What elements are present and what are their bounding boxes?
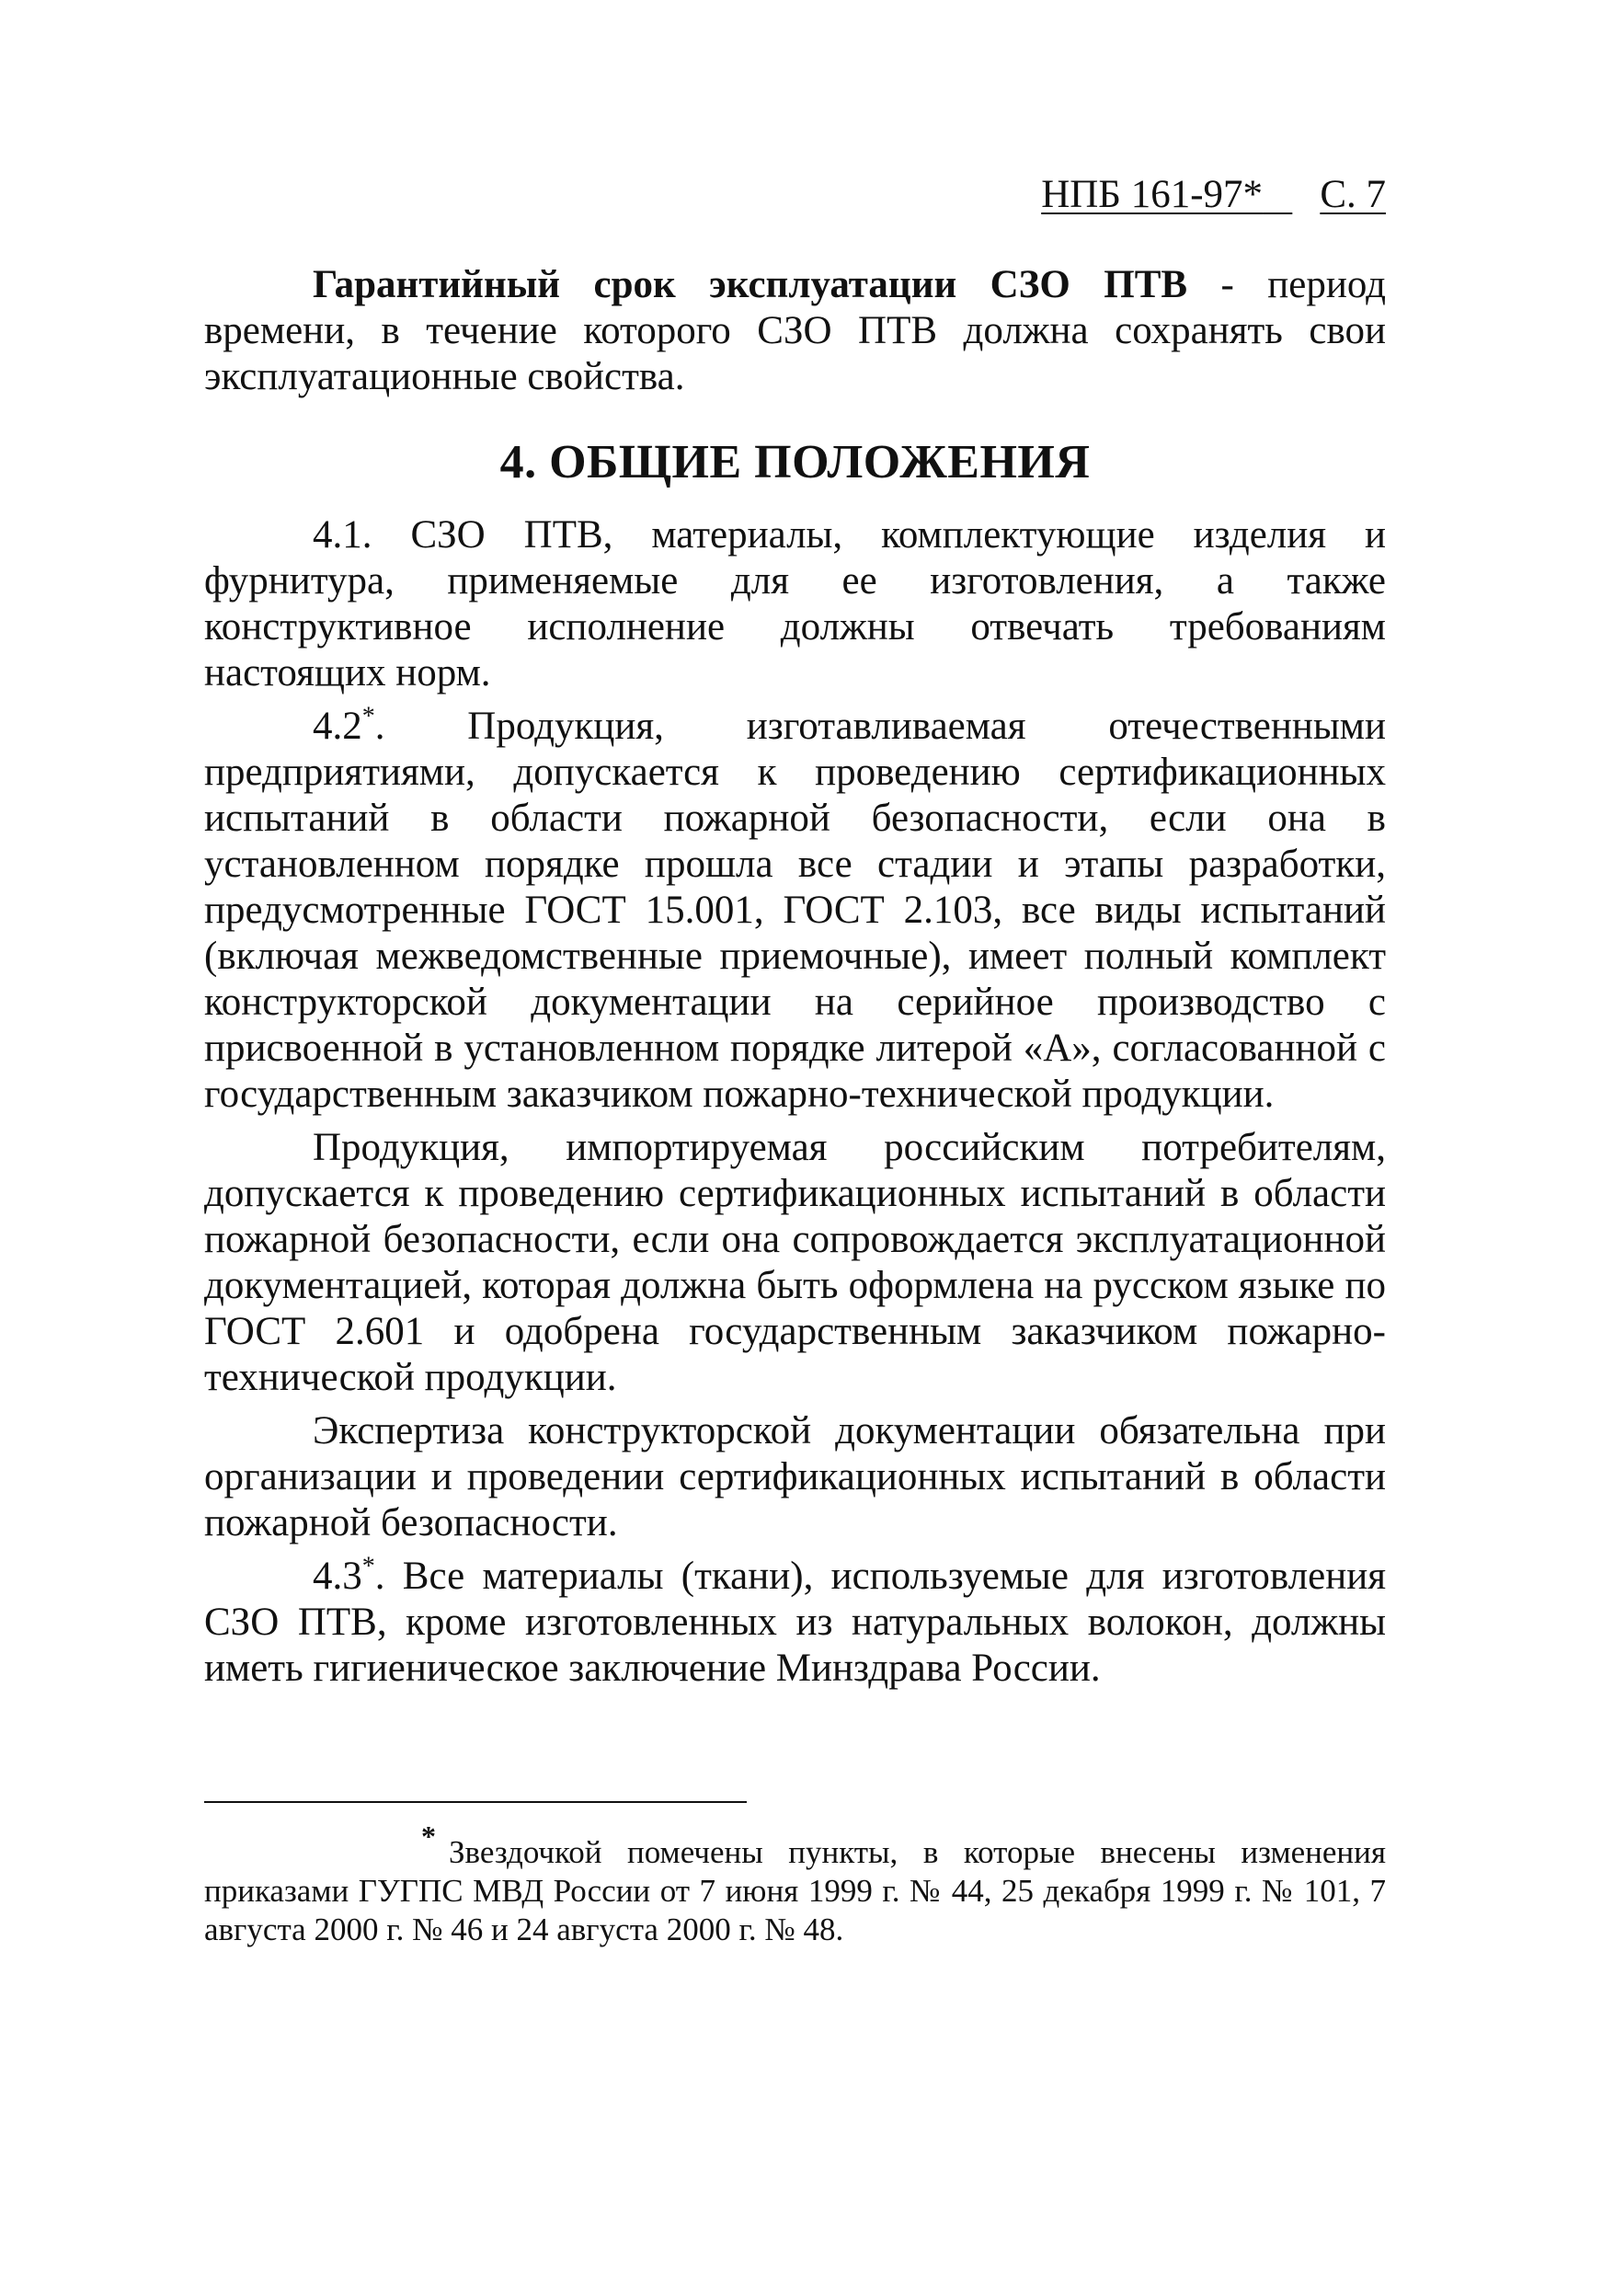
- paragraph-text: . Все материалы (ткани), используемые для изготовления СЗО ПТВ, кроме изготовленных из натуральных волокон, должны иметь гигиеническое заключение Минздрава России.: [204, 1555, 1386, 1690]
- amendment-star: *: [361, 1552, 375, 1581]
- paragraph-4-1: 4.1. СЗО ПТВ, материалы, комплектующие изделия и фурнитура, применяемые для ее изготовления, а также конструктивное исполнение должны отвечать требованиям настоящих норм.: [204, 513, 1386, 695]
- paragraph-expertise: Экспертиза конструкторской документации обязательна при организации и проведении сертификационных испытаний в области пожарной безопасности.: [204, 1409, 1386, 1544]
- definition-term: Гарантийный срок эксплуатации СЗО ПТВ: [313, 263, 1188, 306]
- paragraph-4-2: [204, 704, 1386, 1118]
- amendment-star: *: [361, 702, 375, 731]
- document-page: [204, 175, 1386, 1699]
- section-title: 4. ОБЩИЕ ПОЛОЖЕНИЯ: [499, 436, 1091, 488]
- paragraph-import: Продукция, импортируемая российским потребителям, допускается к проведению сертификационных испытаний в области пожарной безопасности, если она сопровождается эксплуатационной документацией, которая должна быть оформлена на русском языке по ГОСТ 2.601 и одобрена государственным заказчиком пожарно-технической продукции.: [204, 1126, 1386, 1399]
- page-number: С. 7: [1320, 173, 1386, 216]
- paragraph-4-3: [204, 1554, 1386, 1692]
- page-header: [204, 175, 1386, 214]
- footnote-divider: [204, 1801, 747, 1803]
- document-code: НПБ 161-97*: [1041, 173, 1264, 216]
- footnote: [204, 1817, 1386, 1949]
- paragraph-number: 4.2: [313, 705, 362, 748]
- footnote-mark: *: [421, 1820, 436, 1853]
- definition-text: - период времени, в течение которого СЗО ПТВ должна сохранять свои эксплуатационные свойства.: [204, 263, 1386, 398]
- footnote-text: [204, 1817, 1386, 1949]
- paragraph-number: 4.3: [313, 1555, 362, 1598]
- footnote-body: Звездочкой помечены пункты, в которые внесены изменения приказами ГУГПС МВД России от 7 июня 1999 г. № 44, 25 декабря 1999 г. № 101, 7 августа 2000 г. № 46 и 24 августа 2000 г. № 48.: [204, 1834, 1386, 1947]
- definition-paragraph: [204, 262, 1386, 400]
- paragraph-text: . Продукция, изготавливаемая отечественными предприятиями, допускается к проведению сертификационных испытаний в области пожарной безопасности, если она в установленном порядке прошла все стадии и этапы разработки, предусмотренные ГОСТ 15.001, ГОСТ 2.103, все виды испытаний (включая межведомственные приемочные), имеет полный комплект конструкторской документации на серийное производство с присвоенной в установленном порядке литерой «А», согласованной с государственным заказчиком пожарно-технической продукции.: [204, 705, 1386, 1116]
